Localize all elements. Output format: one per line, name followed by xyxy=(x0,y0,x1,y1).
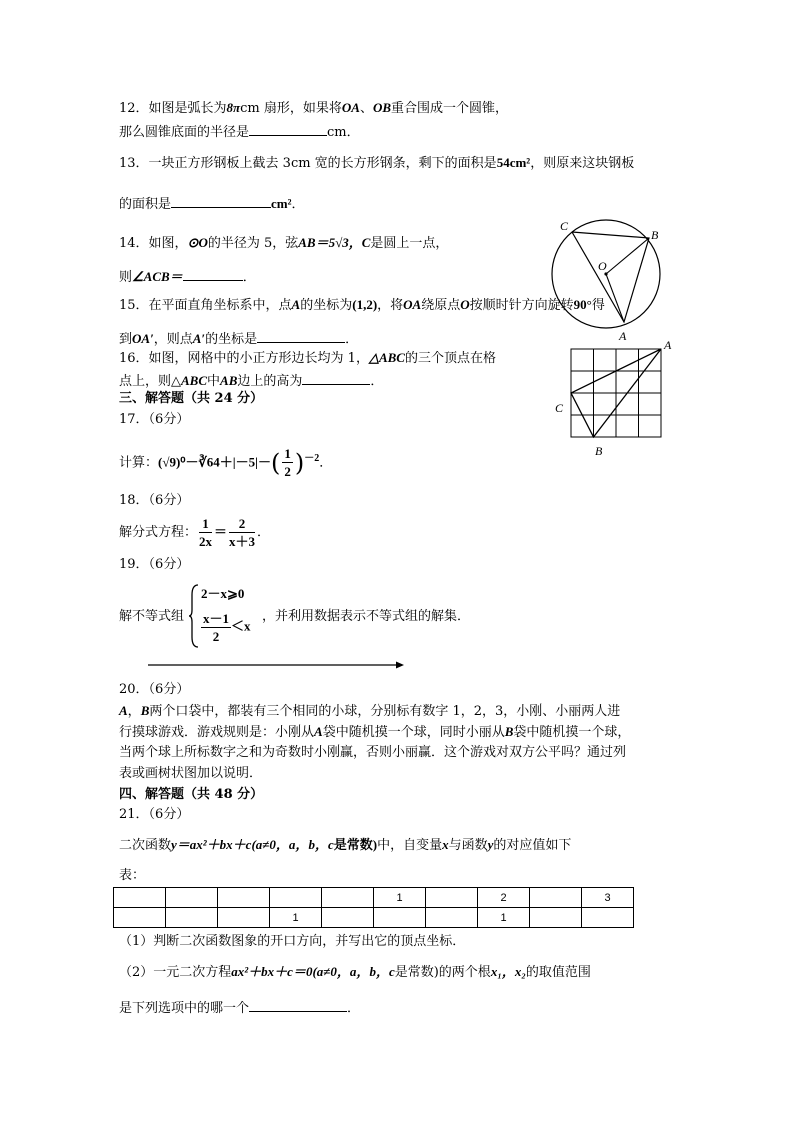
grid-figure xyxy=(552,340,682,462)
section-3-heading: 三、解答题（共 24 分） xyxy=(119,391,264,406)
table-cell xyxy=(114,888,166,908)
table-cell xyxy=(218,888,270,908)
q20-line4: 表或画树状图加以说明． xyxy=(119,766,263,781)
table-cell xyxy=(374,908,426,928)
q15-line2: 到OA′，则点A′的坐标是 ． xyxy=(119,328,358,349)
answer-blank[interactable] xyxy=(249,997,347,1012)
table-cell xyxy=(166,888,218,908)
q20-heading: 20．（6分） xyxy=(119,682,190,697)
answer-blank[interactable] xyxy=(249,121,327,136)
table-cell xyxy=(322,908,374,928)
answer-blank[interactable] xyxy=(183,266,243,281)
q16-line1: 16．如图，网格中的小正方形边长均为 1，△ABC的三个顶点在格 xyxy=(119,350,496,366)
triangle-abc xyxy=(572,232,649,322)
q21-line1: 二次函数y＝ax²＋bx＋c(a≠0，a，b，c是常数)中，自变量x与函数y的对应值如下 xyxy=(119,837,572,853)
q21-part1: （1）判断二次函数图象的开口方向，并写出它的顶点坐标． xyxy=(119,934,466,949)
q17-expression: 计算：(√9)⁰－∛64＋|－5|－( $\frac{1}{2}$ )$^{-2}$． xyxy=(119,446,333,480)
q19-heading: 19．（6分） xyxy=(119,557,190,572)
q19-label: 解不等式组 xyxy=(119,609,185,624)
radius-ob xyxy=(606,238,649,274)
q21-part2: （2）一元二次方程ax²＋bx＋c＝0(a≠0，a，b，c是常数)的两个根x₁，x₂的取值范围 xyxy=(119,964,591,980)
q15-line1: 15．在平面直角坐标系中，点A的坐标为(1,2)，将OA绕原点O按顺时针方向旋转90°得 xyxy=(119,297,605,313)
q13-line1: 13．一块正方形钢板上截去 3cm 宽的长方形钢条，剩下的面积是54cm²，则原来这块钢板 xyxy=(119,155,635,171)
table-cell xyxy=(530,908,582,928)
label-c: C xyxy=(555,401,564,415)
table-cell xyxy=(114,908,166,928)
system-brace xyxy=(188,583,200,649)
grid-lines xyxy=(571,349,661,437)
inequality-1: 2－x⩾0 xyxy=(201,586,245,601)
label-o: O xyxy=(598,259,607,273)
label-b: B xyxy=(595,444,603,458)
q19-tail: ，并利用数据表示不等式组的解集． xyxy=(262,609,471,624)
table-cell xyxy=(426,888,478,908)
table-cell xyxy=(270,888,322,908)
q21-part2-line2: 是下列选项中的哪一个 ． xyxy=(119,997,360,1018)
table-cell xyxy=(426,908,478,928)
answer-blank[interactable] xyxy=(302,370,370,385)
answer-blank[interactable] xyxy=(171,193,271,208)
table-cell xyxy=(582,908,634,928)
q12-line2: 那么圆锥底面的半径是 cm． xyxy=(119,121,360,142)
q21-heading: 21．（6分） xyxy=(119,807,190,822)
section-4-heading: 四、解答题（共 48 分） xyxy=(119,787,264,802)
inequality-2: $\frac{x-1}{2}$ ＜x xyxy=(203,611,251,644)
q14-line2: 则∠ACB＝ ． xyxy=(119,266,256,287)
q14-line1: 14．如图，⊙O的半径为 5，弦AB＝5√3，C是圆上一点， xyxy=(119,235,449,251)
table-cell: 1 xyxy=(478,908,530,928)
table-cell: 1 xyxy=(270,908,322,928)
table-row xyxy=(114,888,634,908)
label-a: A xyxy=(619,329,627,343)
value-table xyxy=(113,887,634,928)
answer-blank[interactable] xyxy=(257,328,345,343)
q12-line1: 12．如图是弧长为8πcm 扇形，如果将OA、OB重合围成一个圆锥， xyxy=(119,100,509,116)
q13-line2: 的面积是 cm²． xyxy=(119,193,305,214)
table-cell xyxy=(166,908,218,928)
label-a: A xyxy=(664,340,672,352)
table-cell xyxy=(218,908,270,928)
number-line xyxy=(148,659,410,671)
q20-line3: 当两个球上所标数字之和为奇数时小刚赢，否则小丽赢．这个游戏对双方公平吗？通过列 xyxy=(119,745,627,760)
label-c: C xyxy=(560,219,569,233)
q17-heading: 17．（6分） xyxy=(119,412,190,427)
table-cell xyxy=(530,888,582,908)
table-cell xyxy=(322,888,374,908)
table-cell: 3 xyxy=(582,888,634,908)
q20-line1: A，B两个口袋中，都装有三个相同的小球，分别标有数字 1，2，3，小刚、小丽两人进 xyxy=(119,703,621,719)
label-b: B xyxy=(651,228,659,242)
q20-line2: 行摸球游戏．游戏规则是：小刚从A袋中随机摸一个球，同时小丽从B袋中随机摸一个球， xyxy=(119,724,631,740)
q16-line2: 点上，则△ABC中AB边上的高为 ． xyxy=(119,370,383,391)
q18-equation: 解分式方程： $\frac{1}{2x}$ ＝ $\frac{2}{x+3}$ ． xyxy=(119,516,271,549)
q18-heading: 18．（6分） xyxy=(119,493,190,508)
q21-line2: 表： xyxy=(119,868,146,883)
table-row xyxy=(114,908,634,928)
table-cell: 1 xyxy=(374,888,426,908)
table-cell: 2 xyxy=(478,888,530,908)
circle-figure xyxy=(545,212,670,344)
radius-oa xyxy=(606,274,624,322)
